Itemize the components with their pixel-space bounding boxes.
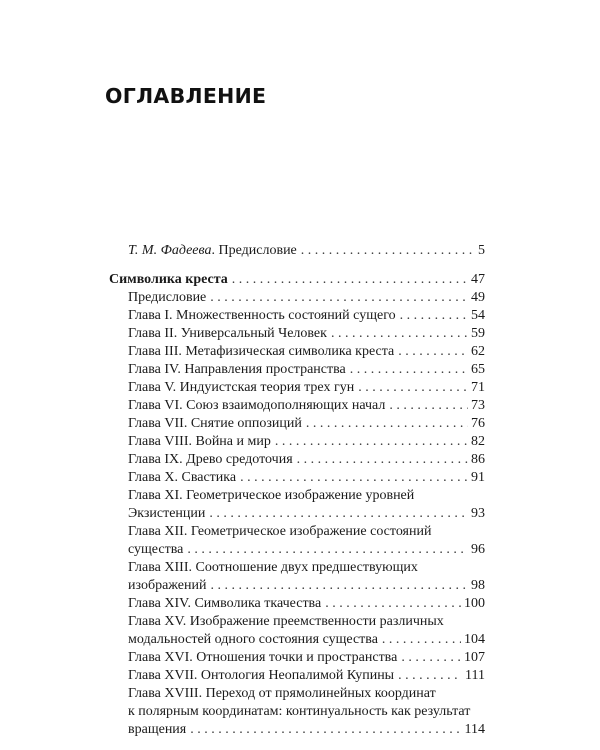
toc-entry-text: Глава III. Метафизическая символика креста xyxy=(128,344,395,359)
toc-entry[interactable] xyxy=(128,577,485,594)
dot-leader xyxy=(398,343,468,360)
page-number: 71 xyxy=(471,380,485,395)
toc-entry-text: Глава I. Множественность состояний сущего xyxy=(128,308,396,323)
dot-leader xyxy=(187,541,468,558)
toc-entry-text: Глава XIII. Соотношение двух предшествующих xyxy=(128,560,418,575)
toc-entry-text: изображений xyxy=(128,578,207,593)
page-number: 114 xyxy=(464,722,485,737)
toc-entry-text: Глава II. Универсальный Человек xyxy=(128,326,327,341)
page-number: 93 xyxy=(471,506,485,521)
dot-leader xyxy=(306,415,468,432)
toc-entry-text: вращения xyxy=(128,722,187,737)
toc-entry-text: Глава XIV. Символика ткачества xyxy=(128,596,322,611)
toc-entry-text: Предисловие xyxy=(128,290,207,305)
dot-leader xyxy=(190,721,461,738)
toc-entry[interactable] xyxy=(128,505,485,522)
toc-entry-text: Глава IX. Древо средоточия xyxy=(128,452,293,467)
dot-leader xyxy=(389,397,468,414)
dot-leader xyxy=(350,361,468,378)
page-number: 82 xyxy=(471,434,485,449)
toc-entry[interactable] xyxy=(128,343,485,360)
toc-entry[interactable] xyxy=(128,307,485,324)
toc-entry-text: Глава XV. Изображение преемственности различных xyxy=(128,614,444,629)
toc-entry-text xyxy=(128,242,297,259)
toc-entry-text: Глава XVIII. Переход от прямолинейных координат xyxy=(128,686,436,701)
page-number: 104 xyxy=(464,632,485,647)
toc-entry[interactable] xyxy=(128,541,485,558)
dot-leader xyxy=(398,667,462,684)
dot-leader xyxy=(382,631,461,648)
toc-entry[interactable] xyxy=(128,325,485,342)
toc-entry-text: модальностей одного состояния существа xyxy=(128,632,378,647)
toc-entry[interactable] xyxy=(128,379,485,396)
toc-entry-text: Глава X. Свастика xyxy=(128,470,237,485)
page-number: 76 xyxy=(471,416,485,431)
page-number: 96 xyxy=(471,542,485,557)
page-number: 62 xyxy=(471,344,485,359)
toc-entry-text: к полярным координатам: континуальность как результат xyxy=(128,704,471,719)
toc-entry-line[interactable] xyxy=(128,685,485,702)
toc-entry[interactable] xyxy=(128,721,485,738)
toc-entry-text: Глава VI. Союз взаимодополняющих начал xyxy=(128,398,386,413)
dot-leader xyxy=(401,649,461,666)
foreword-title: . Предисловие xyxy=(211,243,297,258)
toc-entry-line[interactable] xyxy=(128,703,485,720)
section-title: Символика креста xyxy=(109,272,228,287)
toc-entry-text: Глава IV. Направления пространства xyxy=(128,362,346,377)
dot-leader xyxy=(275,433,468,450)
toc-entry-line[interactable] xyxy=(128,487,485,504)
toc-entry-line[interactable] xyxy=(128,613,485,630)
dot-leader xyxy=(240,469,468,486)
page-title: ОГЛАВЛЕНИЕ xyxy=(105,84,267,108)
toc-entry[interactable] xyxy=(128,595,485,612)
toc-entry[interactable] xyxy=(128,415,485,432)
toc-entry[interactable] xyxy=(128,631,485,648)
dot-leader xyxy=(301,242,475,259)
toc-entry-text: Глава XVII. Онтология Неопалимой Купины xyxy=(128,668,395,683)
toc-entry[interactable] xyxy=(128,451,485,468)
toc-entry[interactable] xyxy=(128,469,485,486)
toc-entry-text: Экзистенции xyxy=(128,506,206,521)
toc-entry-foreword[interactable] xyxy=(128,242,485,259)
page-number: 86 xyxy=(471,452,485,467)
page-number: 91 xyxy=(471,470,485,485)
dot-leader xyxy=(297,451,468,468)
toc-entry[interactable] xyxy=(128,667,485,684)
page-number: 49 xyxy=(471,290,485,305)
page-number: 111 xyxy=(465,668,485,683)
page-number: 98 xyxy=(471,578,485,593)
dot-leader xyxy=(331,325,468,342)
page-number: 100 xyxy=(464,596,485,611)
dot-leader xyxy=(325,595,461,612)
page-number: 107 xyxy=(464,650,485,665)
page-number: 47 xyxy=(471,272,485,287)
dot-leader xyxy=(400,307,468,324)
toc-entry[interactable] xyxy=(128,361,485,378)
toc-entry-text: Глава VIII. Война и мир xyxy=(128,434,271,449)
author-name: Т. М. Фадеева xyxy=(128,243,212,258)
dot-leader xyxy=(232,271,468,288)
toc-entry[interactable] xyxy=(128,433,485,450)
toc-entry-text: Глава XII. Геометрическое изображение состояний xyxy=(128,524,432,539)
page-number: 73 xyxy=(471,398,485,413)
toc-entry-text: Глава XVI. Отношения точки и пространства xyxy=(128,650,398,665)
toc-entry-text: Глава V. Индуистская теория трех гун xyxy=(128,380,355,395)
page-number: 65 xyxy=(471,362,485,377)
toc-entry-line[interactable] xyxy=(128,523,485,540)
toc-section-symbolism-of-cross[interactable] xyxy=(109,271,485,288)
toc-entry-line[interactable] xyxy=(128,559,485,576)
dot-leader xyxy=(358,379,468,396)
toc-entry[interactable] xyxy=(128,289,485,306)
toc-entry-text: Глава XI. Геометрическое изображение уровней xyxy=(128,488,415,503)
toc-entry[interactable] xyxy=(128,397,485,414)
page-number: 5 xyxy=(478,243,485,258)
toc-entry-text: Глава VII. Снятие оппозиций xyxy=(128,416,302,431)
page-number: 54 xyxy=(471,308,485,323)
page-number: 59 xyxy=(471,326,485,341)
dot-leader xyxy=(209,505,468,522)
toc-entry[interactable] xyxy=(128,649,485,666)
dot-leader xyxy=(210,289,468,306)
dot-leader xyxy=(210,577,468,594)
toc-entry-text: существа xyxy=(128,542,184,557)
